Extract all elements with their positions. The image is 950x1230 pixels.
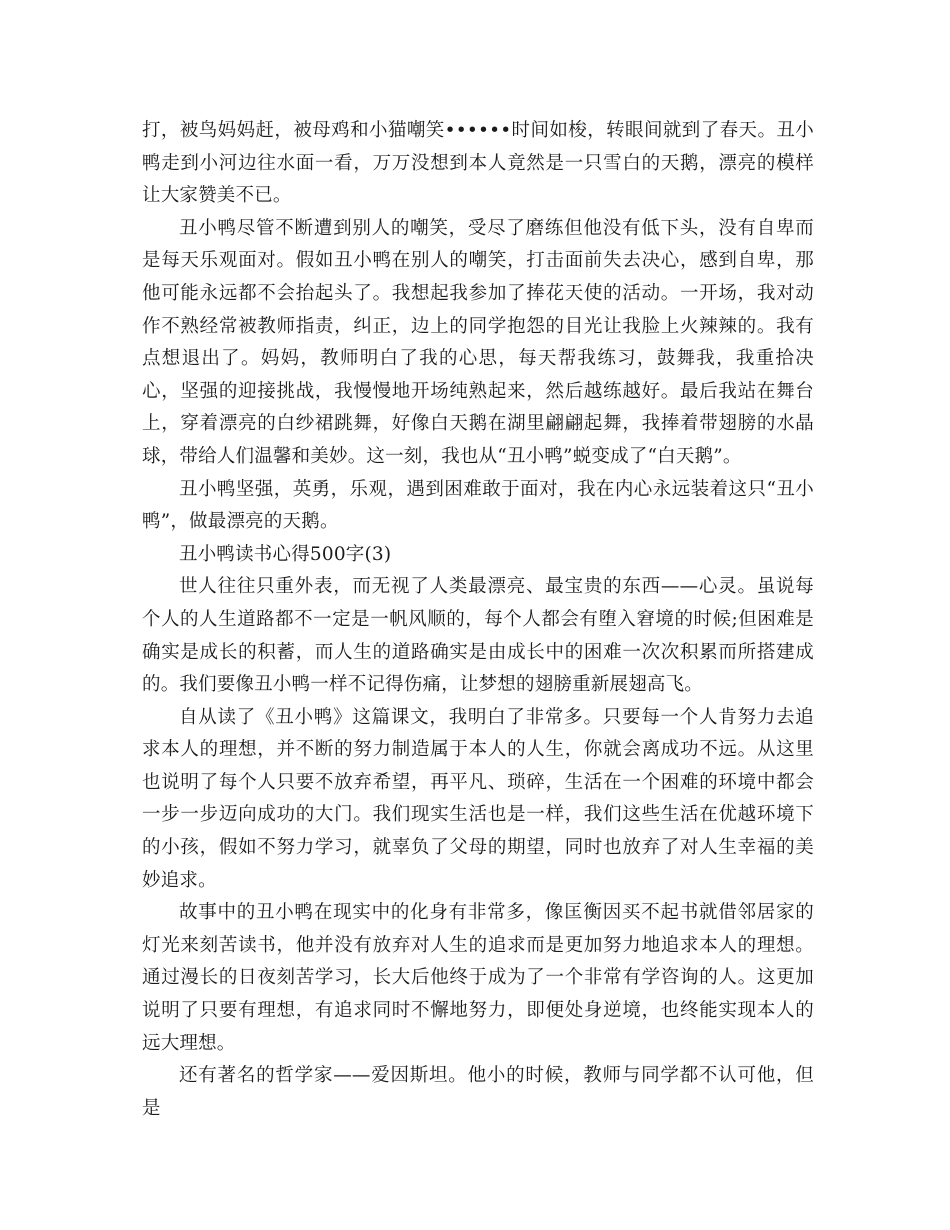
paragraph: 世人往往只重外表，而无视了人类最漂亮、最宝贵的东西——心灵。虽说每个人的人生道路都不一定是一帆风顺的，每个人都会有堕入窘境的时候;但困难是确实是成长的积蓄，而人生的道路确实是由成长中的困难一次次积累而所搭建成的。我们要像丑小鸭一样不记得伤痛，让梦想的翅膀重新展翅高飞。 xyxy=(142,576,814,696)
paragraph: 丑小鸭尽管不断遭到别人的嘲笑，受尽了磨练但他没有低下头，没有自卑而是每天乐观面对。假如丑小鸭在别人的嘲笑，打击面前失去决心，感到自卑，那他可能永远都不会抬起头了。我想起我参加了捧花天使的活动。一开场，我对动作不熟经常被教师指责，纠正，边上的同学抱怨的目光让我脸上火辣辣的。我有点想退出了。妈妈，教师明白了我的心思，每天帮我练习，鼓舞我，我重拾决心，坚强的迎接挑战，我慢慢地开场纯熟起来，然后越练越好。最后我站在舞台上，穿着漂亮的白纱裙跳舞，好像白天鹅在湖里翩翩起舞，我捧着带翅膀的水晶球，带给人们温馨和美妙。这一刻，我也从“丑小鸭”蜕变成了“白天鹅”。 xyxy=(142,217,814,467)
paragraph: 丑小鸭坚强，英勇，乐观，遇到困难敢于面对，我在内心永远装着这只“丑小鸭”，做最漂亮的天鹅。 xyxy=(142,478,814,533)
paragraph-truncated: 还有著名的哲学家——爱因斯坦。他小的时候，教师与同学都不认可他，但是 xyxy=(142,1065,814,1119)
paragraph-continued: 打，被鸟妈妈赶，被母鸡和小猫嘲笑••••••时间如梭，转眼间就到了春天。丑小鸭走到小河边往水面一看，万万没想到本人竟然是一只雪白的天鹅，漂亮的模样让大家赞美不已。 xyxy=(142,120,814,207)
section-heading: 丑小鸭读书心得500字(3) xyxy=(179,543,392,565)
paragraph: 自从读了《丑小鸭》这篇课文，我明白了非常多。只要每一个人肯努力去追求本人的理想，并不断的努力制造属于本人的人生，你就会离成功不远。从这里也说明了每个人只要不放弃希望，再平凡、琐碎，生活在一个困难的环境中都会一步一步迈向成功的大门。我们现实生活也是一样，我们这些生活在优越环境下的小孩，假如不努力学习，就辜负了父母的期望，同时也放弃了对人生幸福的美妙追求。 xyxy=(142,706,814,891)
document-body xyxy=(142,115,814,1125)
paragraph: 故事中的丑小鸭在现实中的化身有非常多，像匡衡因买不起书就借邻居家的灯光来刻苦读书，他并没有放弃对人生的追求而是更加努力地追求本人的理想。通过漫长的日夜刻苦学习，长大后他终于成为了一个非常有学咨询的人。这更加说明了只要有理想，有追求同时不懈地努力，即便处身逆境，也终能实现本人的远大理想。 xyxy=(142,902,814,1054)
